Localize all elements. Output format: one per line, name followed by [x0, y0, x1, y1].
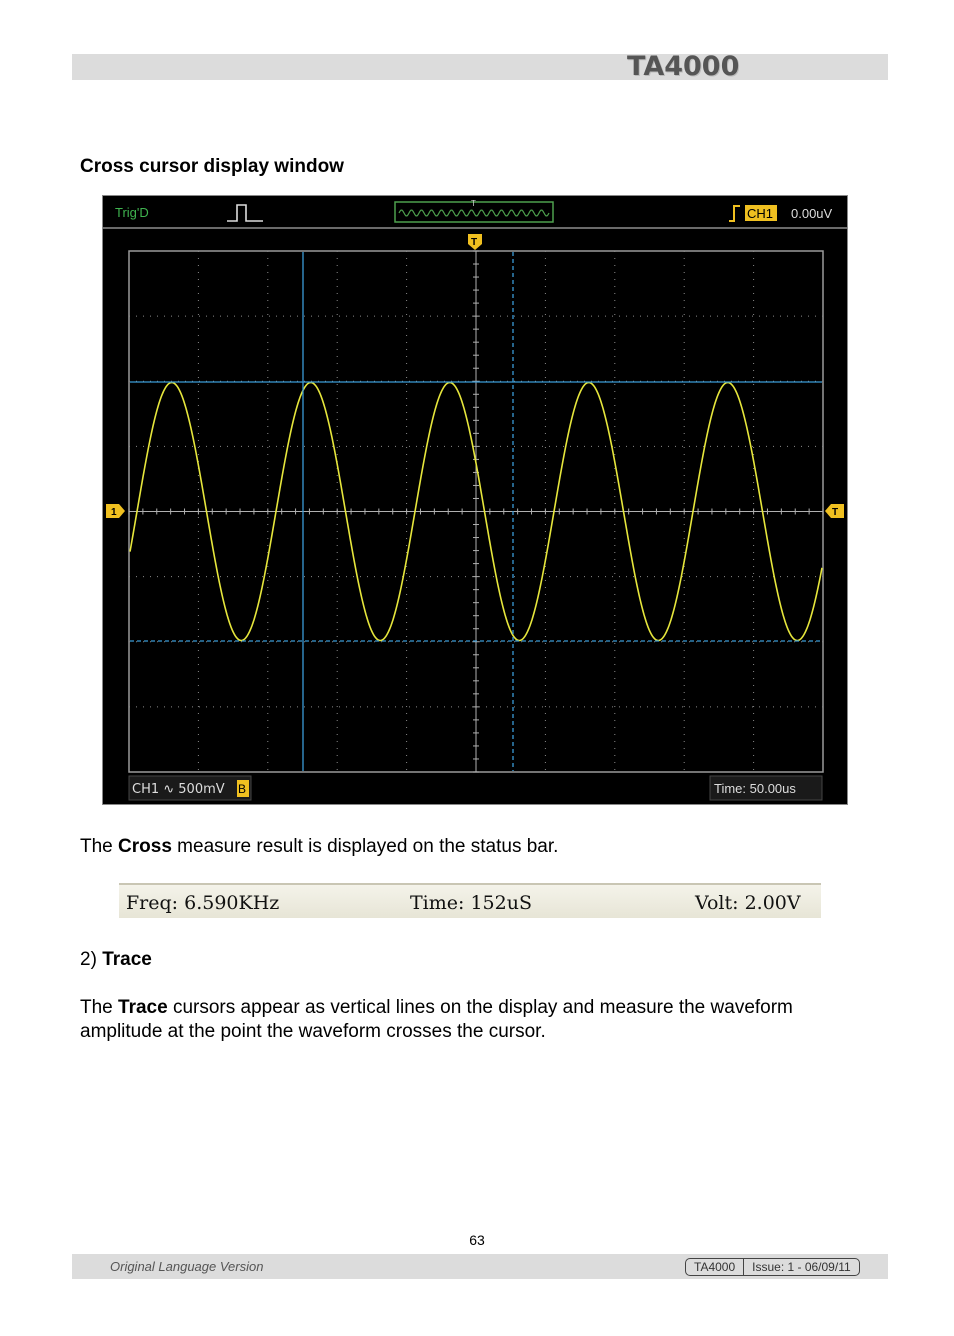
svg-text:1: 1: [111, 507, 117, 518]
time-readout: Time: 152uS: [410, 892, 532, 914]
measure-status-bar: [119, 883, 821, 918]
trace-paragraph: The Trace cursors appear as vertical lines on the display and measure the waveform amplitude at the point the waveform crosses the cursor.: [80, 997, 793, 1042]
header-title: TA4000: [627, 51, 740, 82]
svg-text:T: T: [471, 237, 478, 248]
trig-status: Trig'D: [115, 205, 149, 220]
svg-text:T: T: [471, 199, 476, 208]
footer-language-note: Original Language Version: [110, 1259, 264, 1274]
volt-readout: Volt: 2.00V: [695, 892, 801, 914]
ch1-scale: CH1 ∿ 500mV: [132, 782, 225, 797]
oscilloscope-screenshot: [103, 196, 847, 804]
bandwidth-badge: B: [238, 782, 247, 796]
header-bar: [72, 54, 888, 80]
trace-heading: 2) Trace: [80, 949, 152, 970]
cross-paragraph: The Cross measure result is displayed on the status bar.: [80, 836, 559, 857]
freq-readout: Freq: 6.590KHz: [126, 892, 280, 914]
page-number: 63: [469, 1232, 485, 1248]
trigger-channel: CH1: [747, 206, 774, 221]
trigger-level: 0.00uV: [791, 206, 833, 221]
svg-text:T: T: [832, 507, 839, 518]
footer-model: TA4000: [694, 1260, 736, 1274]
footer-issue-box: [685, 1258, 860, 1276]
section-heading: Cross cursor display window: [80, 156, 344, 177]
plot-area: [129, 251, 823, 772]
timebase: Time: 50.00us: [714, 781, 796, 796]
footer-issue: Issue: 1 - 06/09/11: [752, 1260, 851, 1274]
